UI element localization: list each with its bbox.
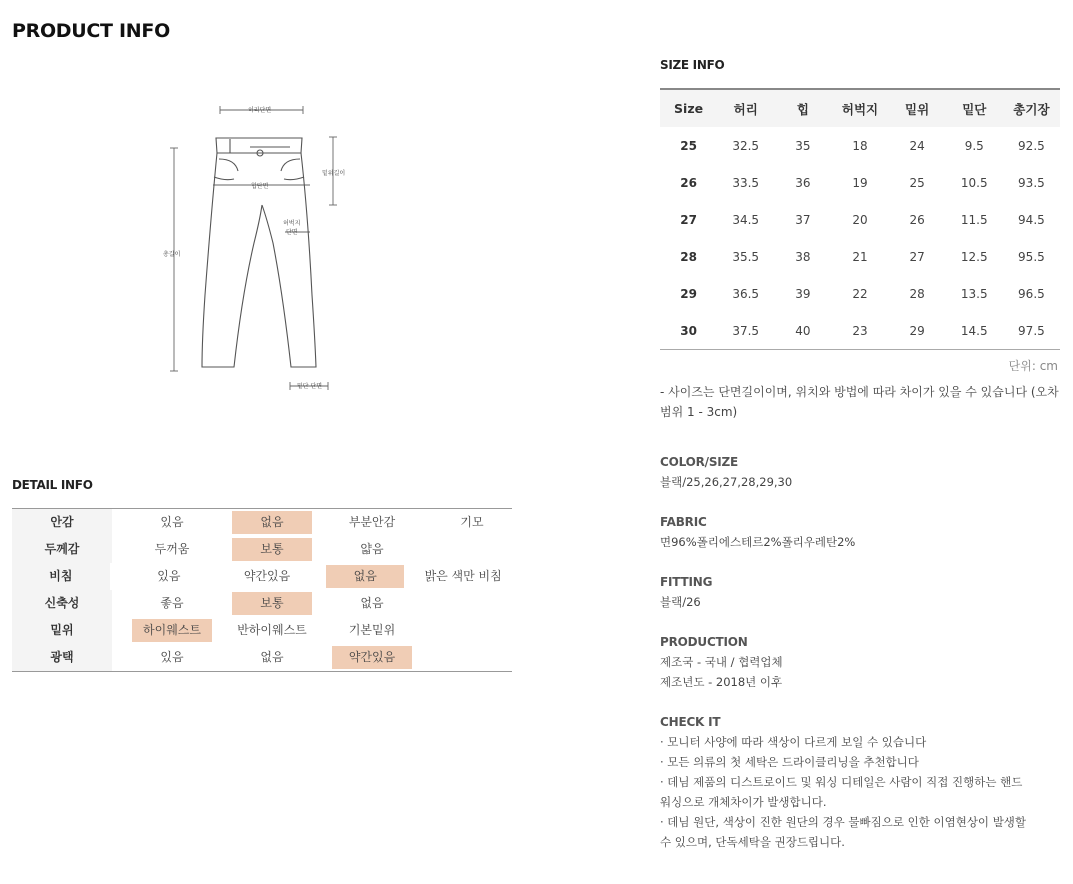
size-header-cell: 힙 bbox=[796, 101, 809, 117]
size-table-header bbox=[660, 90, 1060, 127]
detail-option-selected: 하이웨스트 bbox=[132, 619, 212, 642]
detail-row-rise bbox=[12, 617, 512, 644]
fitting-section bbox=[660, 572, 1070, 612]
size-table-row bbox=[660, 275, 1060, 312]
detail-option: 기본밑위 bbox=[348, 623, 396, 637]
detail-option: 밝은 색만 비침 bbox=[424, 569, 502, 583]
size-cell: 21 bbox=[852, 249, 868, 264]
diagram-label-rise: 밑위길이 bbox=[322, 170, 346, 177]
size-unit-label: 단위: cm bbox=[1008, 359, 1058, 373]
detail-option: 두꺼움 bbox=[154, 542, 190, 556]
size-table-row bbox=[660, 164, 1060, 201]
size-cell: 10.5 bbox=[960, 175, 988, 190]
size-cell: 28 bbox=[909, 286, 925, 301]
pants-measurement-diagram bbox=[150, 95, 370, 400]
size-cell: 24 bbox=[909, 138, 925, 153]
detail-option-selected: 없음 bbox=[232, 511, 312, 534]
detail-row-lining bbox=[12, 509, 512, 536]
diagram-label-thigh-line1: 허벅지 bbox=[283, 220, 301, 227]
size-cell: 96.5 bbox=[1018, 286, 1045, 301]
check-it-line: · 모든 의류의 첫 세탁은 드라이클리닝을 추천합니다 bbox=[660, 755, 919, 769]
detail-row-stretch bbox=[12, 590, 512, 617]
color-size-section bbox=[660, 452, 1070, 492]
size-header-cell: 허리 bbox=[733, 101, 758, 117]
diagram-label-thigh-line2: 단면 bbox=[286, 229, 298, 236]
check-it-line: · 모니터 사양에 따라 색상이 다르게 보일 수 있습니다 bbox=[660, 735, 927, 749]
detail-option: 있음 bbox=[160, 515, 184, 529]
production-line: 제조년도 - 2018년 이후 bbox=[660, 675, 783, 689]
size-header-cell: 허벅지 bbox=[841, 101, 879, 117]
detail-option-selected: 없음 bbox=[326, 565, 404, 588]
check-it-line: · 데님 제품의 디스트로이드 및 워싱 디테일은 사람이 직접 진행하는 핸드 bbox=[660, 775, 1023, 789]
size-cell: 26 bbox=[680, 175, 697, 190]
detail-option: 있음 bbox=[160, 650, 184, 664]
size-cell: 40 bbox=[795, 323, 811, 338]
size-cell: 39 bbox=[795, 286, 811, 301]
detail-info-title: DETAIL INFO bbox=[12, 478, 93, 492]
detail-option: 기모 bbox=[460, 515, 484, 529]
detail-option: 얇음 bbox=[360, 542, 384, 556]
check-it-line: · 데님 원단, 색상이 진한 원단의 경우 물빠짐으로 인한 이염현상이 발생할 bbox=[660, 815, 1027, 829]
check-it-title: CHECK IT bbox=[660, 715, 721, 729]
size-cell: 32.5 bbox=[732, 138, 760, 153]
detail-label: 밑위 bbox=[12, 617, 112, 644]
diagram-label-length: 총길이 bbox=[163, 251, 181, 258]
size-info-table bbox=[660, 88, 1060, 350]
check-it-line: 수 있으며, 단독세탁을 권장드립니다. bbox=[660, 835, 845, 849]
size-cell: 37 bbox=[795, 212, 811, 227]
size-cell: 26 bbox=[909, 212, 925, 227]
size-cell: 23 bbox=[852, 323, 868, 338]
detail-info-table bbox=[12, 508, 512, 672]
size-header-cell: 밑단 bbox=[962, 101, 987, 117]
size-cell: 19 bbox=[852, 175, 868, 190]
detail-row-thickness bbox=[12, 536, 512, 563]
size-cell: 18 bbox=[852, 138, 868, 153]
size-cell: 97.5 bbox=[1018, 323, 1045, 338]
size-cell: 93.5 bbox=[1018, 175, 1045, 190]
detail-option-selected: 보통 bbox=[232, 538, 312, 561]
detail-option-selected: 약간있음 bbox=[332, 646, 412, 669]
size-cell: 92.5 bbox=[1018, 138, 1045, 153]
size-cell: 11.5 bbox=[960, 212, 988, 227]
size-table-row bbox=[660, 127, 1060, 164]
detail-label: 비침 bbox=[12, 563, 110, 590]
size-cell: 29 bbox=[680, 286, 697, 301]
detail-label: 두께감 bbox=[12, 536, 112, 563]
size-cell: 94.5 bbox=[1018, 212, 1045, 227]
size-cell: 36.5 bbox=[732, 286, 760, 301]
diagram-label-hip: 힙단면 bbox=[251, 183, 269, 190]
size-cell: 22 bbox=[852, 286, 868, 301]
fitting-title: FITTING bbox=[660, 575, 713, 589]
detail-option: 있음 bbox=[157, 569, 181, 583]
detail-label: 광택 bbox=[12, 644, 112, 671]
detail-option: 부분안감 bbox=[348, 515, 396, 529]
check-it-section bbox=[660, 712, 1070, 852]
fitting-value: 블랙/26 bbox=[660, 595, 701, 609]
fabric-value: 면96%폴리에스테르2%폴리우레탄2% bbox=[660, 535, 856, 549]
size-cell: 95.5 bbox=[1018, 249, 1045, 264]
size-cell: 30 bbox=[680, 323, 697, 338]
size-table-row bbox=[660, 238, 1060, 275]
size-cell: 38 bbox=[795, 249, 811, 264]
production-section bbox=[660, 632, 1070, 692]
size-cell: 35 bbox=[795, 138, 811, 153]
size-cell: 25 bbox=[680, 138, 697, 153]
size-header-cell: Size bbox=[674, 101, 704, 116]
size-cell: 14.5 bbox=[960, 323, 988, 338]
size-cell: 27 bbox=[909, 249, 925, 264]
size-header-cell: 밑위 bbox=[905, 101, 930, 117]
size-cell: 35.5 bbox=[732, 249, 760, 264]
detail-label: 안감 bbox=[12, 509, 112, 536]
size-table-row bbox=[660, 201, 1060, 238]
check-it-line: 워싱으로 개체차이가 발생합니다. bbox=[660, 795, 827, 809]
detail-option: 없음 bbox=[260, 650, 284, 664]
size-cell: 25 bbox=[909, 175, 925, 190]
size-cell: 33.5 bbox=[732, 175, 760, 190]
diagram-label-waist: 허리단면 bbox=[248, 107, 272, 114]
size-cell: 29 bbox=[909, 323, 925, 338]
size-header-cell: 총기장 bbox=[1013, 101, 1050, 117]
detail-option: 없음 bbox=[360, 596, 384, 610]
detail-option: 약간있음 bbox=[243, 569, 291, 583]
size-note: - 사이즈는 단면길이이며, 위치와 방법에 따라 차이가 있을 수 있습니다 (오차범위 1 - 3cm) bbox=[660, 385, 1059, 419]
size-info-title: SIZE INFO bbox=[660, 58, 725, 72]
size-cell: 12.5 bbox=[960, 249, 988, 264]
size-cell: 27 bbox=[680, 212, 697, 227]
size-cell: 13.5 bbox=[960, 286, 988, 301]
size-cell: 9.5 bbox=[964, 138, 984, 153]
diagram-label-hem: 밑단 단면 bbox=[297, 383, 323, 390]
detail-row-sheerness bbox=[12, 563, 512, 590]
size-table-row bbox=[660, 312, 1060, 349]
page-title: PRODUCT INFO bbox=[12, 20, 170, 42]
production-line: 제조국 - 국내 / 협력업체 bbox=[660, 655, 783, 669]
size-cell: 34.5 bbox=[732, 212, 760, 227]
fabric-section bbox=[660, 512, 1070, 552]
detail-label: 신축성 bbox=[12, 590, 112, 617]
size-cell: 36 bbox=[795, 175, 811, 190]
size-cell: 37.5 bbox=[732, 323, 760, 338]
detail-row-gloss bbox=[12, 644, 512, 671]
detail-option: 좋음 bbox=[160, 596, 184, 610]
detail-option-selected: 보통 bbox=[232, 592, 312, 615]
color-size-value: 블랙/25,26,27,28,29,30 bbox=[660, 475, 793, 489]
detail-option: 반하이웨스트 bbox=[237, 623, 307, 637]
fabric-title: FABRIC bbox=[660, 515, 707, 529]
production-title: PRODUCTION bbox=[660, 635, 748, 649]
size-cell: 20 bbox=[852, 212, 868, 227]
size-cell: 28 bbox=[680, 249, 697, 264]
color-size-title: COLOR/SIZE bbox=[660, 455, 739, 469]
